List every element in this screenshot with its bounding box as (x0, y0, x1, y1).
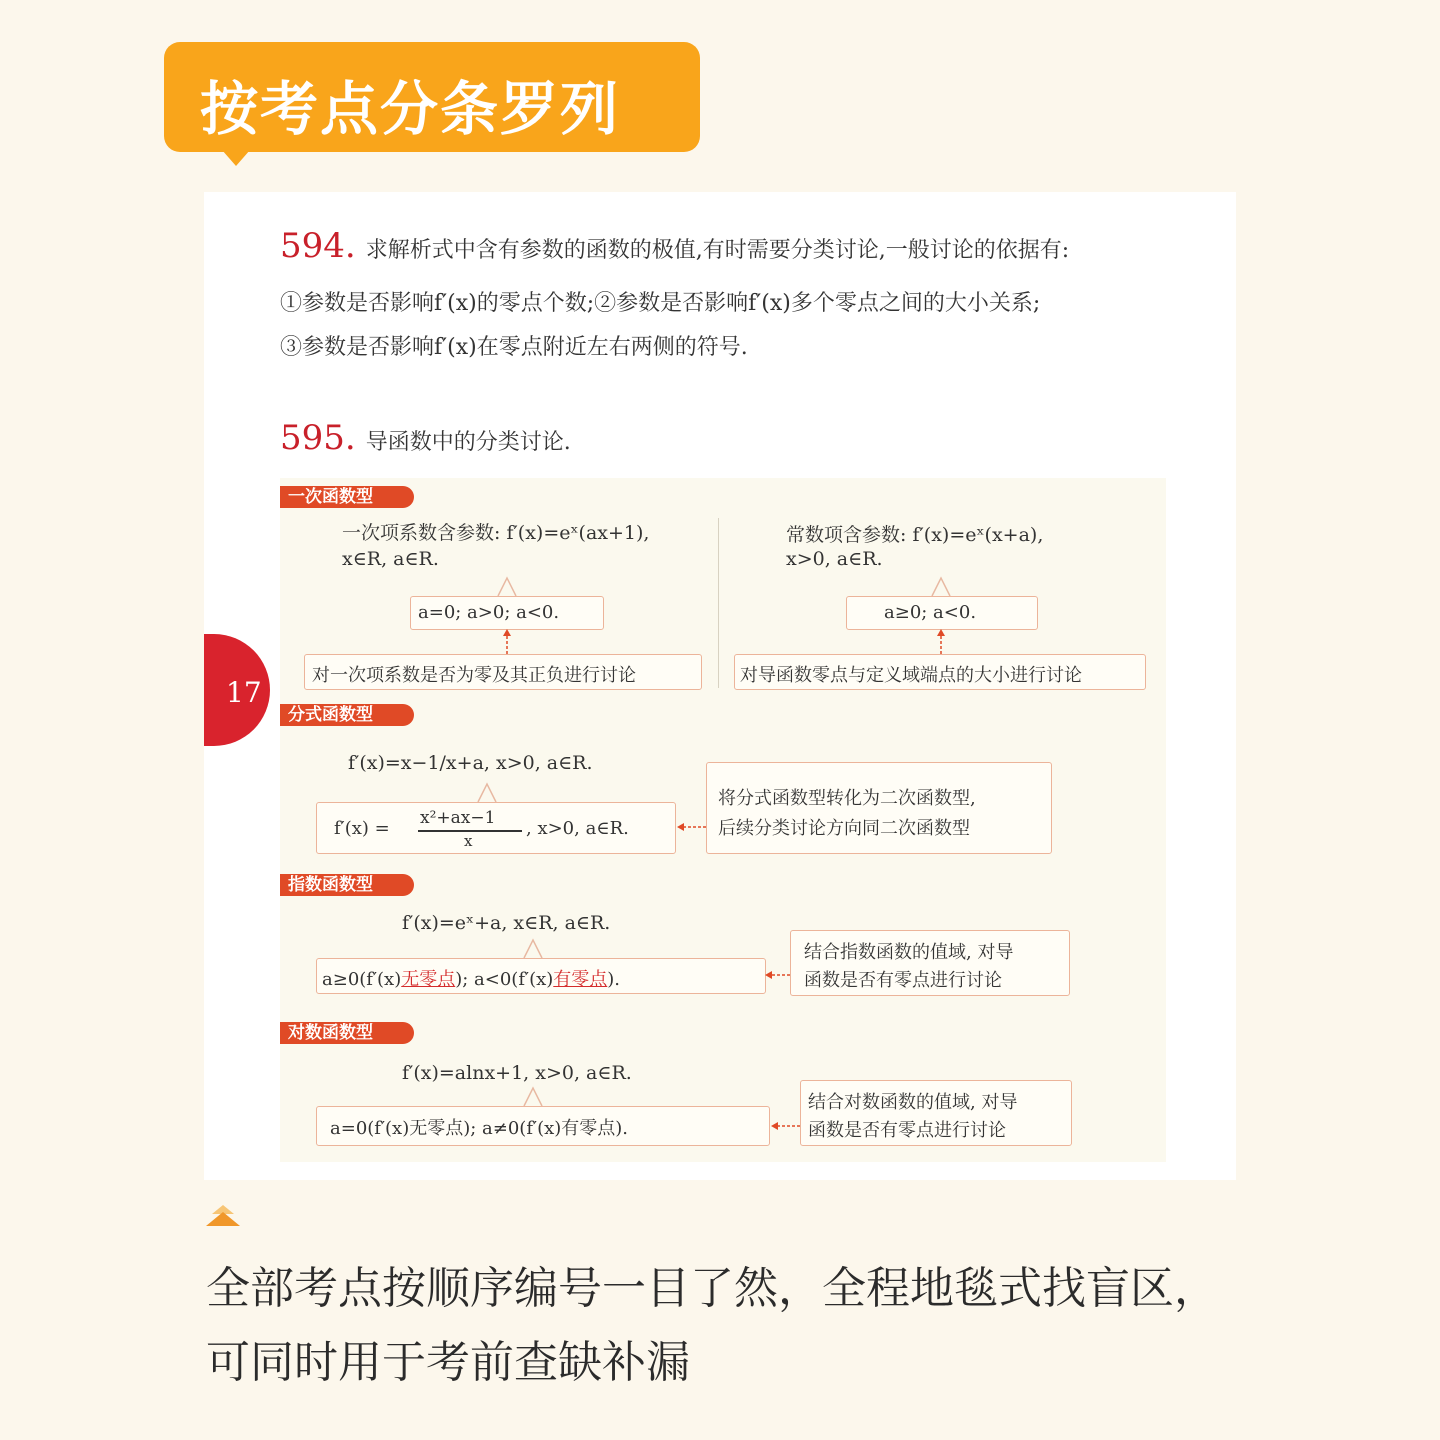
fraction-lhs: f′(x) = (334, 818, 390, 839)
banner-title: 按考点分条罗列 (200, 75, 621, 143)
linear-right-domain: x>0, a∈R. (786, 548, 883, 570)
linear-right-pointer (932, 578, 950, 596)
linear-right-condition: 常数项含参数: f′(x)=eˣ(x+a), (786, 524, 1044, 546)
linear-left-pointer (498, 578, 516, 596)
logarithmic-note-line-2: 函数是否有零点进行讨论 (808, 1120, 1006, 1141)
linear-left-cases: a=0; a>0; a<0. (418, 602, 560, 623)
section-label-linear: 一次函数型 (280, 486, 414, 508)
logarithmic-condition: f′(x)=alnx+1, x>0, a∈R. (402, 1062, 632, 1084)
logarithmic-note-line-1: 结合对数函数的值域, 对导 (808, 1092, 1018, 1113)
linear-left-note: 对一次项系数是否为零及其正负进行讨论 (312, 665, 636, 686)
item-number: 595. (280, 418, 356, 458)
item-text: 导函数中的分类讨论. (365, 430, 571, 455)
page-number: 17 (226, 676, 262, 709)
exponential-note-line-2: 函数是否有零点进行讨论 (804, 970, 1002, 991)
fraction-pointer (478, 784, 496, 802)
linear-left-domain: x∈R, a∈R. (342, 548, 439, 570)
item-594-line-3: ③参数是否影响f′(x)在零点附近左右两侧的符号. (280, 335, 748, 360)
arrow-head-icon (765, 971, 772, 979)
fraction-note-line-2: 后续分类讨论方向同二次函数型 (718, 818, 970, 839)
arrow-head-icon (503, 629, 511, 636)
item-text: 求解析式中含有参数的函数的极值,有时需要分类讨论,一般讨论的依据有: (365, 238, 1070, 263)
item-594-line-2: ①参数是否影响f′(x)的零点个数;②参数是否影响f′(x)多个零点之间的大小关系; (280, 291, 1041, 316)
section-label-logarithmic: 对数函数型 (280, 1022, 414, 1044)
logarithmic-cases: a=0(f′(x)无零点); a≠0(f′(x)有零点). (330, 1118, 629, 1139)
fraction-numerator: x²+ax−1 (420, 808, 496, 828)
section-label-fraction: 分式函数型 (280, 704, 414, 726)
linear-left-condition: 一次项系数含参数: f′(x)=eˣ(ax+1), (342, 522, 650, 544)
caption-text: 全部考点按顺序编号一目了然，全程地毯式找盲区，可同时用于考前查缺补漏 (206, 1263, 1218, 1388)
section-label-exponential: 指数函数型 (280, 874, 414, 896)
case-b-text: ); a<0(f′(x) (455, 969, 554, 990)
fraction-rhs: , x>0, a∈R. (526, 818, 629, 839)
logarithmic-pointer (524, 1088, 542, 1106)
fraction-condition: f′(x)=x−1/x+a, x>0, a∈R. (348, 752, 593, 774)
case-end-text: ). (607, 969, 621, 990)
case-b-highlight: 有零点 (553, 969, 608, 990)
case-a-highlight: 无零点 (401, 969, 456, 990)
linear-right-note: 对导函数零点与定义域端点的大小进行讨论 (740, 665, 1082, 686)
arrow-head-icon (677, 823, 684, 831)
fraction-denominator: x (464, 832, 473, 850)
exponential-pointer (524, 940, 542, 958)
linear-right-cases: a≥0; a<0. (884, 602, 977, 623)
caption-triangle-icon (206, 1212, 240, 1226)
fraction-note-line-1: 将分式函数型转化为二次函数型, (718, 788, 976, 809)
arrow-head-icon (937, 629, 945, 636)
exponential-condition: f′(x)=eˣ+a, x∈R, a∈R. (402, 912, 611, 934)
item-number: 594. (280, 226, 356, 266)
case-a-text: a≥0(f′(x) (322, 969, 402, 990)
exponential-note-line-1: 结合指数函数的值域, 对导 (804, 942, 1014, 963)
arrow-head-icon (771, 1122, 778, 1130)
